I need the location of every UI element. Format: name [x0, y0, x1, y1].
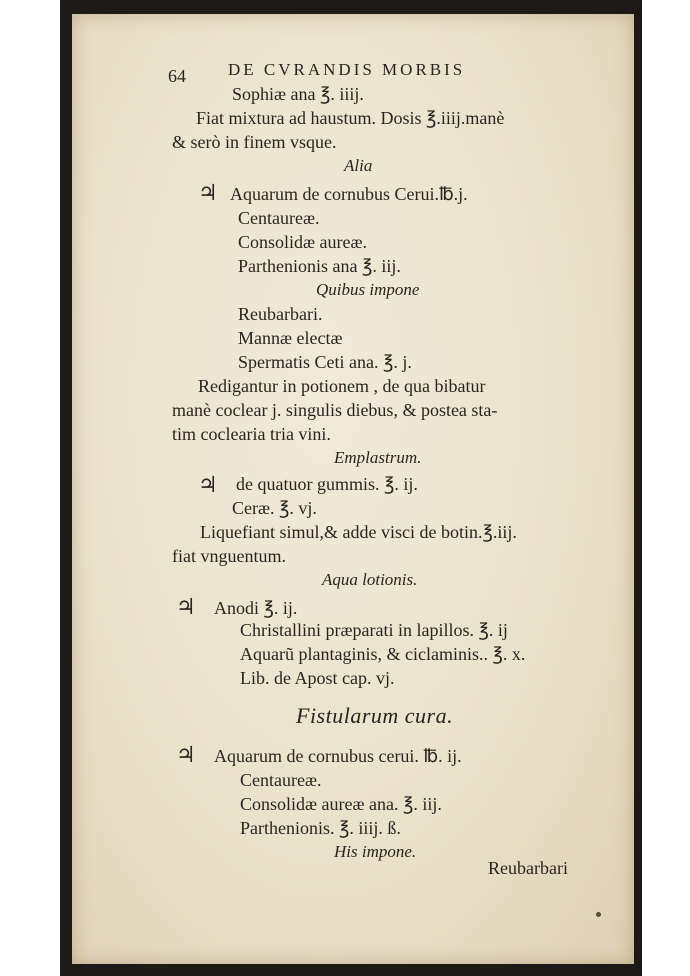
catchword: Reubarbari [488, 858, 568, 878]
text-line: Liquefiant simul,& adde visci de botin.℥.iij. [200, 522, 517, 542]
text-line: Mannæ electæ [238, 328, 343, 348]
recipe-symbol-icon: ♃ [198, 180, 218, 205]
text-line: Redigantur in potionem , de qua bibatur [198, 376, 486, 396]
recipe-symbol-icon: ♃ [198, 472, 218, 497]
section-heading: Emplastrum. [334, 448, 422, 467]
text-line: Parthenionis ana ℥. iij. [238, 256, 401, 276]
page-number: 64 [168, 66, 186, 86]
text-line: Aquarũ plantaginis, & ciclaminis.. ℥. x. [240, 644, 526, 664]
section-heading: His impone. [334, 842, 417, 861]
text-line: & serò in finem vsque. [172, 132, 337, 152]
text-line: tim coclearia tria vini. [172, 424, 331, 444]
text-line: Anodi ℥. ij. [214, 598, 298, 618]
text-line: Parthenionis. ℥. iiij. ß. [240, 818, 401, 838]
text-line: Centaureæ. [240, 770, 322, 790]
text-line: fiat vnguentum. [172, 546, 286, 566]
ink-spot [596, 912, 601, 917]
text-line: Centaureæ. [238, 208, 320, 228]
text-line: Lib. de Apost cap. vj. [240, 668, 395, 688]
text-line: Aquarum de cornubus cerui. ℔. ij. [214, 746, 462, 766]
running-title: DE CVRANDIS MORBIS [228, 60, 466, 79]
text-line: Spermatis Ceti ana. ℥. j. [238, 352, 412, 372]
text-line: Consolidæ aureæ ana. ℥. iij. [240, 794, 442, 814]
recipe-symbol-icon: ♃ [176, 742, 196, 767]
recipe-symbol-icon: ♃ [176, 594, 196, 619]
chapter-heading: Fistularum cura. [296, 703, 454, 728]
text-line: Christallini præparati in lapillos. ℥. ij [240, 620, 508, 640]
text-line: manè coclear j. singulis diebus, & postea sta- [172, 400, 498, 420]
section-heading: Alia [344, 156, 373, 175]
text-line: Sophiæ ana ℥. iiij. [232, 84, 364, 104]
text-line: Reubarbari. [238, 304, 323, 324]
book-page [72, 14, 634, 964]
text-line: de quatuor gummis. ℥. ij. [236, 474, 418, 494]
section-heading: Aqua lotionis. [322, 570, 418, 589]
text-line: Consolidæ aureæ. [238, 232, 367, 252]
text-line: Ceræ. ℥. vj. [232, 498, 317, 518]
text-line: Aquarum de cornubus Cerui.℔.j. [230, 184, 468, 204]
section-heading: Quibus impone [316, 280, 420, 299]
text-line: Fiat mixtura ad haustum. Dosis ℥.iiij.manè [196, 108, 505, 128]
